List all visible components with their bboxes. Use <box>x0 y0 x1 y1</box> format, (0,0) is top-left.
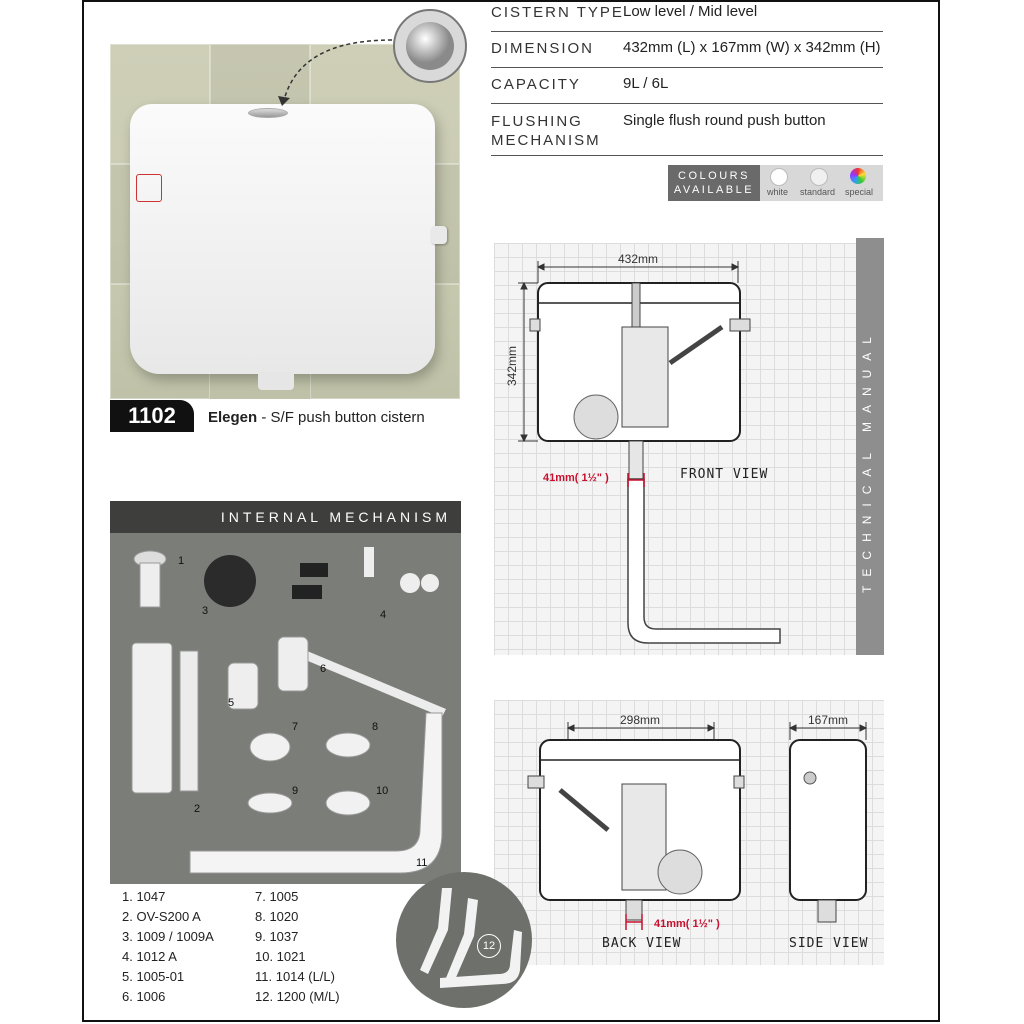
colours-available <box>668 165 883 201</box>
part-item: 9. 1037 <box>255 929 299 944</box>
part-item: 10. 1021 <box>255 949 306 964</box>
spec-label: CAPACITY <box>491 76 581 93</box>
callout-4: 4 <box>380 609 387 621</box>
callout-11: 11 <box>416 857 428 869</box>
product-description: - S/F push button cistern <box>257 409 425 426</box>
part-item: 11. 1014 (L/L) <box>255 969 335 984</box>
side-width-label: 167mm <box>808 713 849 727</box>
front-pipe-label: 41mm( 1½" ) <box>543 472 609 484</box>
brand-logo <box>136 174 162 202</box>
spec-value: Low level / Mid level <box>623 3 758 20</box>
callout-2: 2 <box>194 803 201 815</box>
button-zoom-callout <box>270 0 480 110</box>
callout-10: 10 <box>376 785 389 797</box>
swatch-white <box>770 168 788 186</box>
swatch-special <box>850 168 866 184</box>
product-title <box>208 409 425 426</box>
callout-9: 9 <box>292 785 299 797</box>
swatch-label: standard <box>800 187 836 197</box>
front-height-label: 342mm <box>505 345 519 386</box>
spec-label <box>491 112 601 150</box>
spec-label: CISTERN TYPE <box>491 4 624 21</box>
callout-12: 12 <box>477 934 501 958</box>
spec-row-capacity <box>491 72 883 104</box>
callout-6: 6 <box>320 663 327 675</box>
swatch-label: special <box>845 187 874 197</box>
callout-1: 1 <box>178 555 185 567</box>
front-width-label: 432mm <box>618 252 659 266</box>
internal-mechanism-title: INTERNAL MECHANISM <box>110 501 461 533</box>
part-item: 1. 1047 <box>122 889 166 904</box>
spec-row-dimension <box>491 36 883 68</box>
part-item: 5. 1005-01 <box>122 969 185 984</box>
front-view-caption: FRONT VIEW <box>680 467 769 482</box>
colours-title-line: AVAILABLE <box>673 184 755 196</box>
spec-row-flushing-mechanism <box>491 109 883 156</box>
part-item: 8. 1020 <box>255 909 299 924</box>
part-item: 3. 1009 / 1009A <box>122 929 214 944</box>
callout-8: 8 <box>372 721 379 733</box>
colours-title <box>668 165 760 201</box>
spec-label-line: MECHANISM <box>491 132 601 149</box>
outlet-pipe <box>258 372 294 390</box>
back-pipe-label: 41mm( 1½" ) <box>654 918 720 930</box>
product-name: Elegen <box>208 409 258 426</box>
cistern-body <box>130 104 435 374</box>
swatch-label: white <box>767 187 789 197</box>
technical-manual-label: TECHNICAL MANUAL <box>860 328 874 593</box>
front-view-drawing <box>494 243 856 655</box>
inlet-valve <box>431 226 447 244</box>
part-item: 2. OV-S200 A <box>122 909 201 924</box>
spec-value: 9L / 6L <box>623 75 669 92</box>
swatch-standard <box>810 168 828 186</box>
product-number-badge: 1102 <box>110 400 194 432</box>
part-12-inset <box>394 870 534 1010</box>
internal-mechanism-panel <box>110 501 461 884</box>
spec-value: 432mm (L) x 167mm (W) x 342mm (H) <box>623 39 881 56</box>
part-item: 7. 1005 <box>255 889 299 904</box>
back-width-label: 298mm <box>620 713 661 727</box>
callout-3: 3 <box>202 605 209 617</box>
part-item: 6. 1006 <box>122 989 166 1004</box>
side-view-caption: SIDE VIEW <box>789 936 869 951</box>
callout-5: 5 <box>228 697 235 709</box>
part-item: 4. 1012 A <box>122 949 177 964</box>
mechanism-parts-illustration <box>110 533 461 884</box>
spec-label-line: FLUSHING <box>491 113 583 130</box>
spec-label: DIMENSION <box>491 40 595 57</box>
colours-title-line: COLOURS <box>678 170 750 182</box>
callout-7: 7 <box>292 721 299 733</box>
spec-row-cistern-type <box>491 0 883 32</box>
spec-value: Single flush round push button <box>623 112 826 129</box>
technical-manual-tab <box>856 238 884 655</box>
part-item: 12. 1200 (M/L) <box>255 989 340 1004</box>
back-view-caption: BACK VIEW <box>602 936 682 951</box>
